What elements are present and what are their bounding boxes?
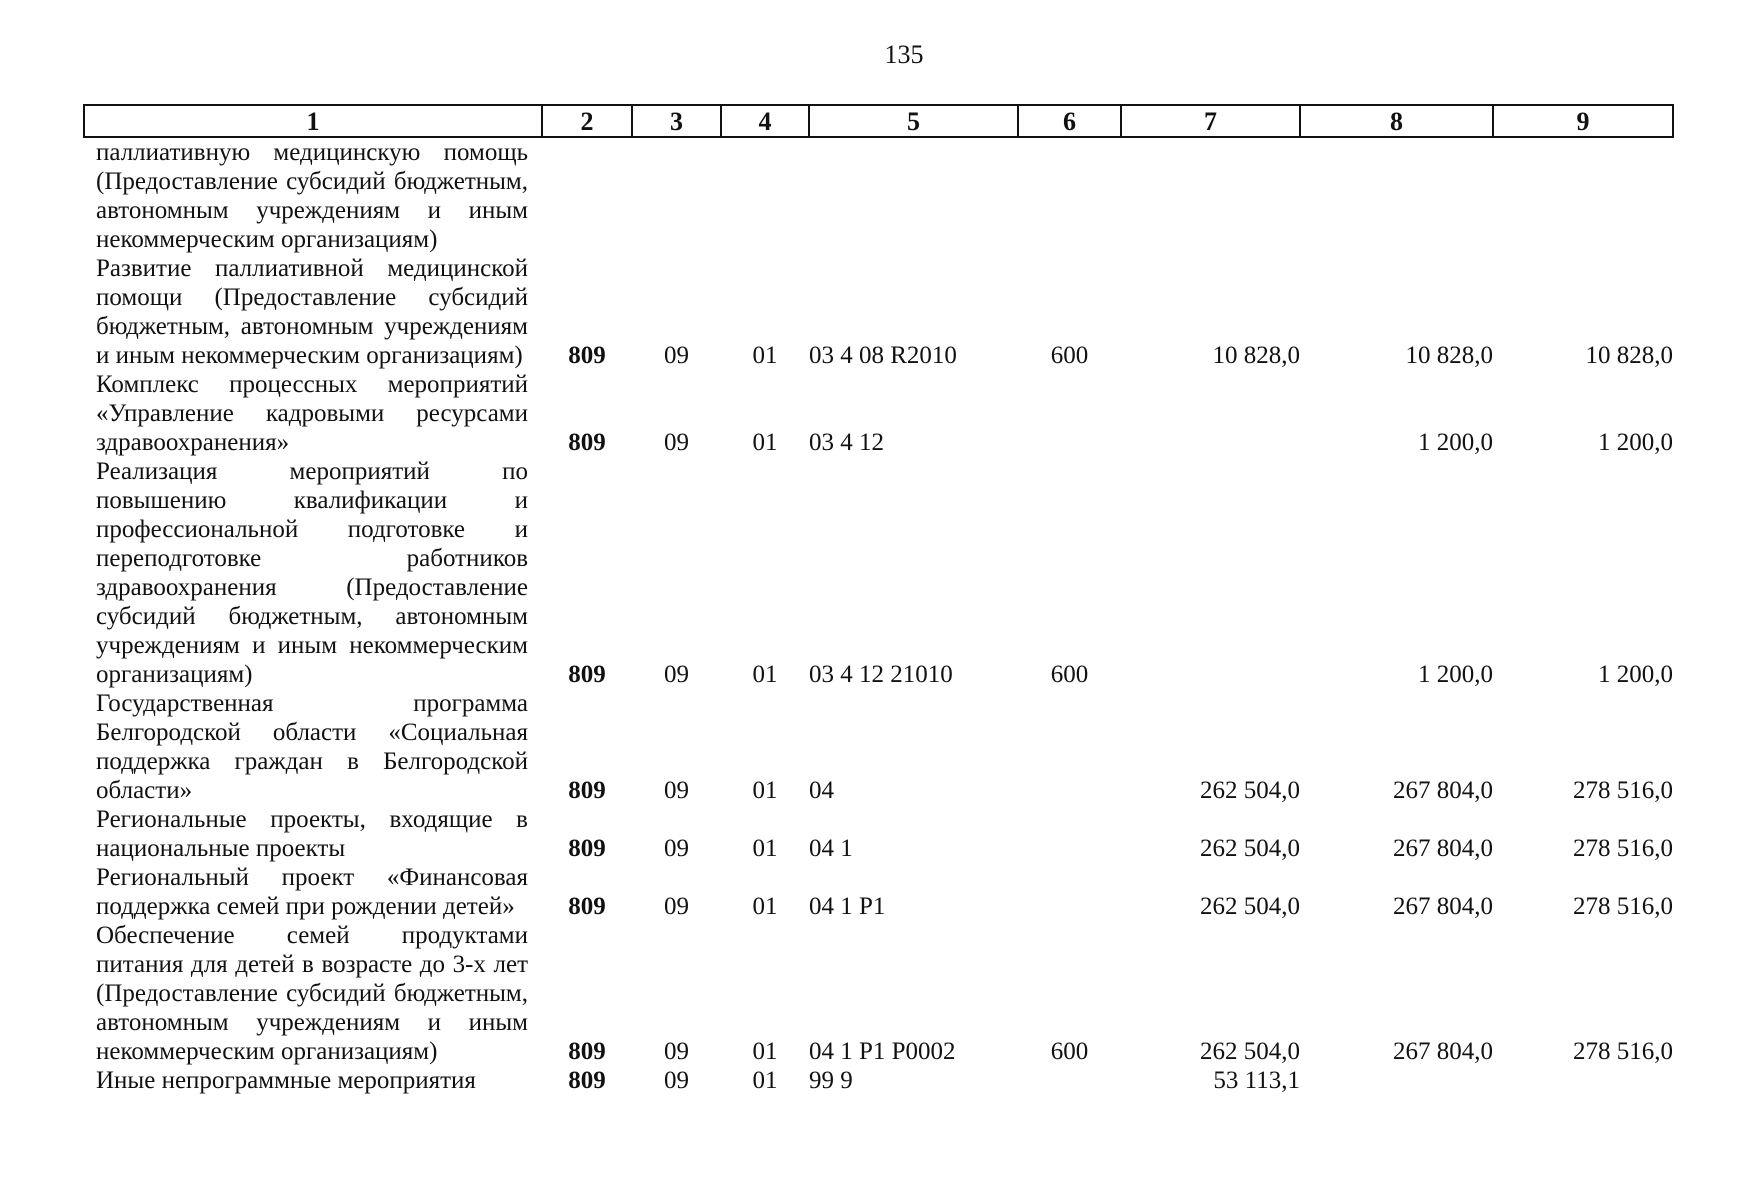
row-code: 809 [568,893,606,920]
row-value-9: 1 200,0 [1598,661,1673,688]
row-value-8: 267 804,0 [1393,893,1493,920]
header-cell: 3 [632,105,721,137]
row-value-7: 10 828,0 [1212,342,1300,369]
row-name: Развитие паллиативной медицинской помощи (Предоставление субсидий бюджетным, автономным учреждениям и иным некоммерческим организациям) [96,255,528,369]
row-target: 04 1 [809,835,853,862]
row-expense-type: 600 [1050,661,1089,688]
row-expense-type [1018,370,1121,457]
row-expense-type [1018,1066,1121,1095]
header-cell: 2 [542,105,632,137]
row-section: 09 [664,1038,689,1065]
row-section: 09 [664,429,689,456]
row-code: 809 [568,342,606,369]
row-code: 809 [568,661,606,688]
header-cell: 1 [84,105,542,137]
row-subsection: 01 [752,835,778,862]
row-value-7 [1121,137,1300,254]
row-value-7 [1121,370,1300,457]
row-code: 809 [568,1038,606,1065]
header-cell: 9 [1493,105,1673,137]
row-value-8: 10 828,0 [1405,342,1493,369]
row-target: 04 [809,777,834,804]
row-target: 03 4 12 [809,429,884,456]
row-section: 09 [664,1067,689,1094]
row-value-8 [1300,137,1493,254]
row-target [809,137,1018,254]
row-section: 09 [664,661,689,688]
row-name: Региональные проекты, входящие в национальные проекты [96,806,528,862]
row-value-7: 262 504,0 [1200,893,1300,920]
row-expense-type [1018,805,1121,863]
header-cell: 6 [1018,105,1121,137]
header-cell: 5 [809,105,1018,137]
row-value-8: 267 804,0 [1393,835,1493,862]
row-expense-type: 600 [1050,1038,1089,1065]
row-name: Обеспечение семей продуктами питания для детей в возрасте до 3-х лет (Предоставление субсидий бюджетным, автономным учреждениям и иным некоммерческим организациям) [96,922,528,1065]
row-target: 99 9 [809,1067,853,1094]
row-section [632,137,721,254]
row-code: 809 [568,429,606,456]
row-value-7: 262 504,0 [1200,835,1300,862]
row-section: 09 [664,777,689,804]
table-row [84,863,1673,921]
row-value-9: 1 200,0 [1598,429,1673,456]
header-cell: 8 [1300,105,1493,137]
table-row [84,457,1673,689]
row-expense-type [1018,863,1121,921]
row-value-7: 262 504,0 [1200,1038,1300,1065]
row-value-8: 1 200,0 [1418,429,1493,456]
row-value-8: 1 200,0 [1418,661,1493,688]
table-row [84,1066,1673,1095]
row-value-9: 278 516,0 [1573,835,1673,862]
row-code: 809 [568,835,606,862]
row-value-9: 278 516,0 [1573,777,1673,804]
row-name: Комплекс процессных мероприятий «Управление кадровыми ресурсами здравоохранения» [96,371,528,456]
row-code [542,137,632,254]
table-row [84,370,1673,457]
row-value-9: 278 516,0 [1573,893,1673,920]
row-subsection: 01 [752,1038,778,1065]
row-name: Иные непрограммные мероприятия [96,1067,476,1094]
row-name: Региональный проект «Финансовая поддержка семей при рождении детей» [96,864,528,920]
row-code: 809 [568,777,606,804]
row-name: Государственная программа Белгородской области «Социальная поддержка граждан в Белгородской области» [96,690,528,804]
row-target: 03 4 08 R2010 [809,342,957,369]
row-subsection: 01 [752,429,778,456]
row-expense-type [1018,689,1121,805]
table-row [84,137,1673,254]
row-value-7 [1121,457,1300,689]
row-name: Реализация мероприятий по повышению квалификации и профессиональной подготовке и переподготовке работников здравоохранения (Предоставление субсидий бюджетным, автономным учреждениям и иным некоммерческим организациям) [96,458,528,688]
row-target: 03 4 12 21010 [809,661,953,688]
row-subsection: 01 [752,661,778,688]
row-value-9 [1493,137,1673,254]
row-code: 809 [568,1067,606,1094]
row-target: 04 1 P1 P0002 [809,1038,956,1065]
row-value-9 [1493,1066,1673,1095]
row-name: паллиативную медицинскую помощь (Предоставление субсидий бюджетным, автономным учреждениям и иным некоммерческим организациям) [96,139,528,253]
row-value-9: 278 516,0 [1573,1038,1673,1065]
row-subsection [721,137,809,254]
row-subsection: 01 [752,1067,778,1094]
row-section: 09 [664,835,689,862]
header-cell: 4 [721,105,809,137]
row-value-8: 267 804,0 [1393,1038,1493,1065]
row-value-7: 262 504,0 [1200,777,1300,804]
row-value-7: 53 113,1 [1213,1067,1300,1094]
table-row [84,921,1673,1066]
row-value-9: 10 828,0 [1585,342,1673,369]
row-section: 09 [664,342,689,369]
row-subsection: 01 [752,777,778,804]
row-value-8 [1300,1066,1493,1095]
table-row [84,689,1673,805]
table-row [84,805,1673,863]
page-number: 135 [884,40,924,69]
row-value-8: 267 804,0 [1393,777,1493,804]
header-row [84,105,1673,137]
row-section: 09 [664,893,689,920]
row-expense-type [1018,137,1121,254]
row-expense-type: 600 [1050,342,1089,369]
row-subsection: 01 [752,893,778,920]
header-cell: 7 [1121,105,1300,137]
budget-table [83,104,1674,1095]
row-target: 04 1 P1 [809,893,886,920]
table-row [84,254,1673,370]
row-subsection: 01 [752,342,778,369]
